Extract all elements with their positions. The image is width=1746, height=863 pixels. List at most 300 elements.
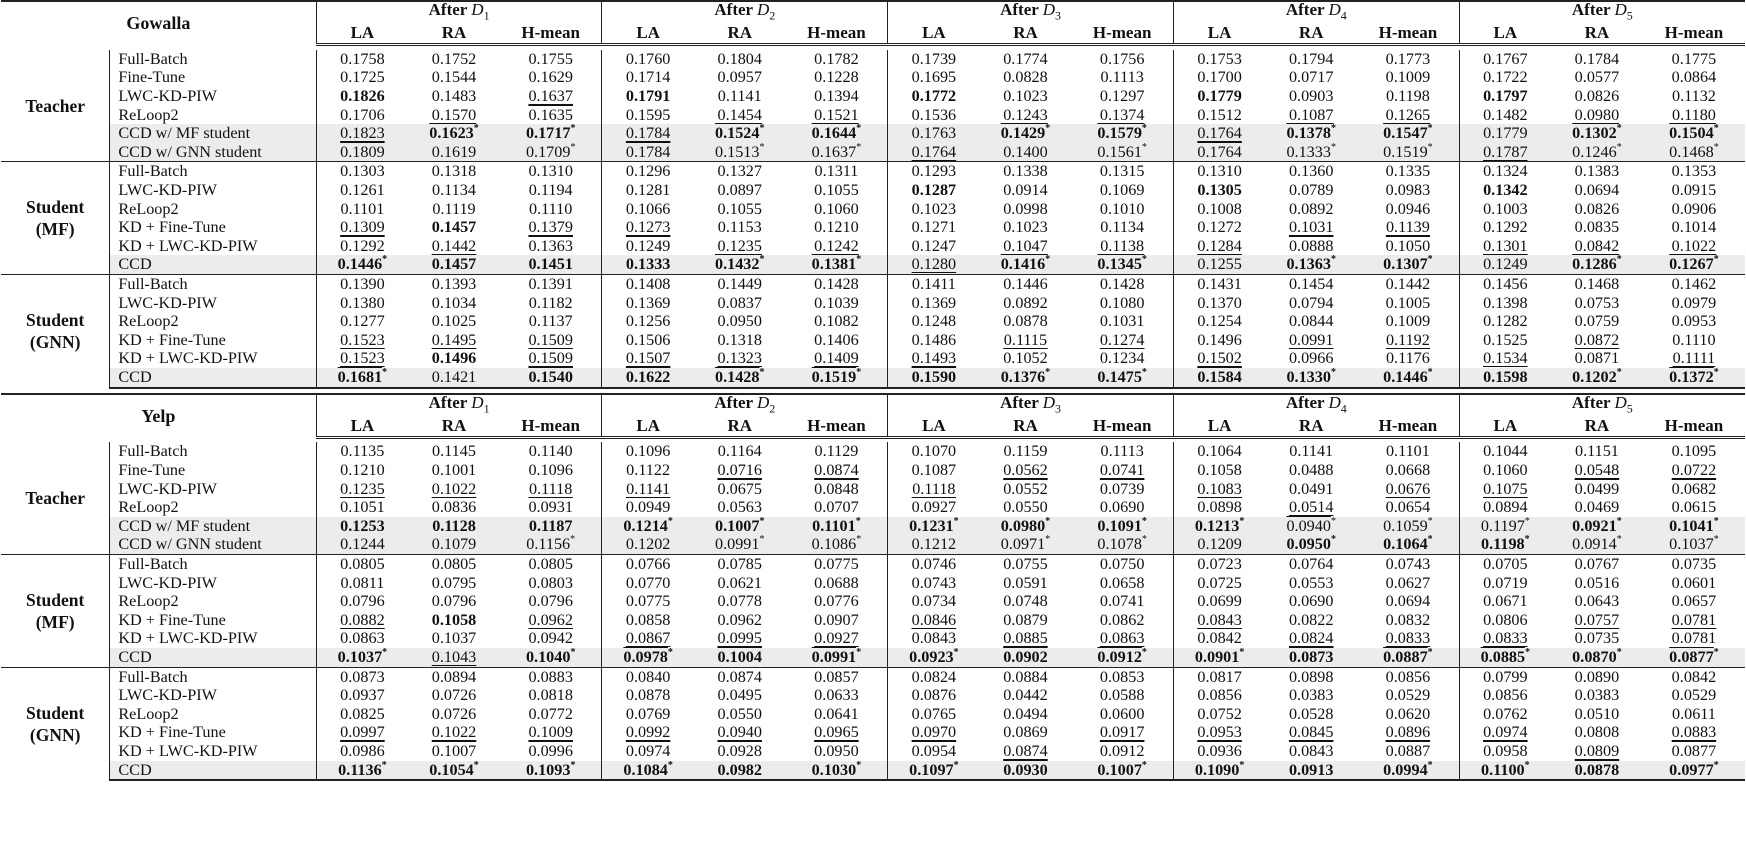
metric-cell (1357, 294, 1459, 313)
stage-prefix: After (714, 392, 753, 412)
metric-value: 0.0871 (1574, 349, 1620, 368)
metric-value: 0.1333 (625, 255, 671, 274)
metric-value: 0.1483 (431, 87, 477, 106)
stage-sub: 1 (483, 8, 490, 23)
metric-value: 0.0694 (1574, 181, 1620, 200)
metric-cell (980, 535, 1072, 554)
metric-value: 0.1400 (1003, 142, 1048, 161)
significance-star: * (1713, 759, 1719, 771)
metric-cell (316, 331, 408, 350)
metric-cell (1265, 143, 1357, 162)
table-row (1, 255, 1745, 274)
stage-var: D (1614, 0, 1627, 19)
metric-value: 0.1044 (1483, 442, 1528, 461)
metric-cell (694, 312, 786, 331)
metric-value: 0.0998 (1003, 199, 1048, 218)
metric-cell (1173, 68, 1265, 87)
stage-var: D (471, 392, 484, 412)
metric-cell (1459, 629, 1551, 648)
table-row (1, 181, 1745, 200)
metric-cell (1071, 87, 1173, 106)
metric-cell (1551, 162, 1643, 181)
significance-star: * (382, 254, 388, 266)
metric-value: 0.1524 (714, 124, 760, 143)
metric-value: 0.1009 (1385, 68, 1431, 87)
metric-value: 0.0743 (911, 573, 957, 592)
metric-value: 0.0510 (1574, 704, 1620, 723)
metric-cell (888, 498, 980, 517)
metric-value: 0.0894 (1483, 498, 1528, 517)
metric-cell (1357, 106, 1459, 125)
metric-header-h-mean: H-mean (1357, 23, 1459, 45)
method-name: KD + LWC-KD-PIW (118, 349, 258, 368)
significance-star: * (1713, 534, 1719, 546)
metric-value: 0.1725 (340, 68, 385, 87)
metric-cell (408, 349, 500, 368)
metric-value: 0.0856 (1197, 686, 1242, 705)
metric-cell (316, 629, 408, 648)
metric-value: 0.0491 (1288, 479, 1334, 498)
metric-value: 0.1228 (814, 68, 859, 87)
metric-value: 0.1136 (338, 760, 382, 779)
metric-cell (694, 648, 786, 667)
metric-value: 0.1140 (528, 442, 573, 461)
metric-cell (1459, 535, 1551, 554)
metric-value: 0.1456 (1483, 275, 1528, 294)
metric-value: 0.1272 (1197, 218, 1242, 237)
metric-cell (980, 461, 1072, 480)
significance-star: * (856, 759, 862, 771)
stage-prefix: After (428, 392, 468, 412)
metric-cell (602, 349, 694, 368)
significance-star: * (1524, 515, 1530, 527)
metric-cell (1459, 106, 1551, 125)
metric-cell (1459, 742, 1551, 761)
metric-cell (602, 237, 694, 256)
metric-value: 0.0949 (625, 498, 671, 517)
metric-value: 0.1041 (1669, 516, 1714, 535)
metric-cell (602, 106, 694, 125)
metric-cell (500, 517, 602, 536)
metric-header-h-mean: H-mean (1071, 416, 1173, 438)
metric-value: 0.0824 (1288, 629, 1334, 648)
metric-value: 0.0643 (1574, 592, 1620, 611)
metric-cell (500, 574, 602, 593)
metric-cell (694, 592, 786, 611)
metric-cell (980, 723, 1072, 742)
metric-cell (1071, 761, 1173, 781)
metric-cell (1643, 574, 1745, 593)
metric-cell (1459, 237, 1551, 256)
significance-star: * (1524, 759, 1530, 771)
metric-cell (1357, 705, 1459, 724)
metric-cell (500, 200, 602, 219)
metric-value: 0.0719 (1483, 573, 1528, 592)
metric-value: 0.0940 (717, 723, 762, 742)
metric-value: 0.1595 (625, 105, 671, 124)
metric-value: 0.0682 (1671, 479, 1717, 498)
metric-value: 0.0942 (528, 629, 573, 648)
metric-cell (408, 686, 500, 705)
metric-cell (1459, 349, 1551, 368)
metric-value: 0.0892 (1003, 293, 1048, 312)
metric-cell (888, 50, 980, 69)
metric-cell (1071, 498, 1173, 517)
metric-header-ra: RA (408, 23, 500, 45)
table-row (1, 555, 1745, 574)
metric-value: 0.0953 (1197, 723, 1242, 742)
metric-value: 0.0495 (717, 686, 762, 705)
metric-cell (1551, 50, 1643, 69)
metric-value: 0.1297 (1099, 87, 1145, 106)
metric-cell (408, 442, 500, 461)
metric-value: 0.0577 (1574, 68, 1620, 87)
metric-cell (408, 498, 500, 517)
metric-value: 0.1547 (1383, 124, 1428, 143)
metric-value: 0.1372 (1669, 367, 1714, 386)
metric-value: 0.1249 (625, 236, 671, 255)
metric-cell (1551, 723, 1643, 742)
group-label (1, 442, 110, 554)
metric-cell (408, 200, 500, 219)
stage-var: D (1042, 392, 1056, 412)
metric-value: 0.0778 (717, 592, 762, 611)
metric-cell (786, 255, 888, 274)
metric-cell (1551, 255, 1643, 274)
significance-star: * (1713, 647, 1719, 658)
metric-value: 0.1411 (911, 275, 956, 294)
metric-cell (602, 87, 694, 106)
metric-cell (602, 629, 694, 648)
metric-value: 0.0796 (528, 592, 573, 611)
metric-cell (1459, 705, 1551, 724)
metric-value: 0.1034 (431, 293, 477, 312)
metric-value: 0.1714 (625, 68, 671, 87)
metric-cell (1357, 143, 1459, 162)
metric-value: 0.0877 (1669, 648, 1714, 666)
metric-cell (408, 312, 500, 331)
metric-header-la: LA (1173, 23, 1265, 45)
metric-header-ra: RA (1551, 416, 1643, 438)
metric-cell (694, 480, 786, 499)
metric-cell (1357, 611, 1459, 630)
table-row (1, 705, 1745, 724)
metric-header-ra: RA (980, 416, 1072, 438)
metric-cell (980, 480, 1072, 499)
metric-cell (1643, 368, 1745, 388)
metric-cell (602, 686, 694, 705)
metric-value: 0.1753 (1197, 49, 1242, 68)
metric-cell (1357, 517, 1459, 536)
metric-value: 0.1118 (912, 479, 956, 498)
method-name: CCD (110, 255, 316, 274)
metric-cell (1459, 648, 1551, 667)
method-name: LWC-KD-PIW (118, 181, 217, 200)
metric-cell (1173, 255, 1265, 274)
metric-value: 0.1281 (625, 181, 671, 200)
significance-star: * (1713, 141, 1719, 153)
metric-value: 0.1763 (911, 124, 957, 143)
metric-value: 0.1087 (1288, 105, 1334, 124)
significance-star: * (1141, 759, 1147, 771)
significance-star: * (1427, 366, 1433, 378)
metric-value: 0.0671 (1483, 592, 1528, 611)
metric-value: 0.1622 (625, 367, 671, 386)
metric-cell (786, 761, 888, 781)
metric-cell (1071, 574, 1173, 593)
metric-cell (1643, 667, 1745, 686)
metric-value: 0.1775 (1671, 49, 1717, 68)
metric-cell (602, 275, 694, 294)
metric-cell (500, 368, 602, 388)
significance-star: * (1045, 515, 1051, 527)
metric-value: 0.1408 (625, 275, 671, 294)
metric-value: 0.0971 (1000, 535, 1046, 554)
metric-header-la: LA (602, 416, 694, 438)
metric-value: 0.0843 (1197, 610, 1242, 629)
metric-value: 0.1209 (1197, 535, 1242, 554)
metric-cell (1173, 611, 1265, 630)
metric-cell (500, 723, 602, 742)
method-name: LWC-KD-PIW (118, 573, 217, 592)
metric-cell (1643, 218, 1745, 237)
metric-cell (1265, 761, 1357, 781)
metric-value: 0.1249 (1483, 255, 1528, 274)
metric-cell (1265, 480, 1357, 499)
metric-value: 0.0931 (528, 498, 573, 517)
metric-cell (1173, 629, 1265, 648)
metric-cell (1643, 761, 1745, 781)
metric-cell (500, 124, 602, 143)
metric-value: 0.1623 (429, 124, 474, 143)
metric-value: 0.1192 (1385, 330, 1430, 349)
metric-value: 0.0516 (1574, 573, 1620, 592)
metric-cell (786, 480, 888, 499)
significance-star: * (1141, 254, 1147, 266)
significance-star: * (1713, 123, 1719, 135)
method-name: ReLoop2 (118, 199, 179, 218)
metric-value: 0.0992 (625, 723, 671, 742)
significance-star: * (570, 759, 576, 771)
metric-value: 0.1198 (1385, 87, 1430, 106)
metric-value: 0.1014 (1671, 218, 1717, 237)
metric-cell (1459, 574, 1551, 593)
metric-cell (602, 255, 694, 274)
metric-value: 0.1176 (1385, 349, 1430, 368)
metric-cell (1071, 648, 1173, 667)
metric-cell (786, 181, 888, 200)
metric-cell (1173, 87, 1265, 106)
metric-cell (1071, 68, 1173, 87)
metric-cell (1459, 275, 1551, 294)
metric-cell (1459, 124, 1551, 143)
stage-var: D (1328, 392, 1341, 412)
metric-value: 0.1309 (340, 218, 385, 237)
stage-header (1173, 1, 1459, 23)
stage-prefix: After (428, 0, 468, 19)
metric-value: 0.0785 (717, 555, 762, 574)
metric-header-ra: RA (1551, 23, 1643, 45)
metric-value: 0.0803 (528, 573, 573, 592)
metric-cell (786, 200, 888, 219)
metric-cell (1265, 667, 1357, 686)
metric-value: 0.0668 (1385, 461, 1431, 480)
metric-value: 0.0746 (911, 555, 957, 574)
group-label-main: Student (25, 702, 85, 723)
metric-cell (1357, 535, 1459, 554)
metric-value: 0.0995 (717, 629, 762, 648)
metric-value: 0.1254 (1197, 312, 1242, 331)
metric-value: 0.1141 (717, 87, 762, 106)
metric-cell (1071, 294, 1173, 313)
metric-cell (1643, 498, 1745, 517)
significance-star: * (1427, 141, 1433, 153)
metric-value: 0.1717 (525, 124, 571, 143)
metric-cell (1265, 592, 1357, 611)
metric-value: 0.0806 (1483, 610, 1528, 629)
metric-value: 0.1060 (814, 199, 859, 218)
metric-cell (888, 686, 980, 705)
metric-cell (1357, 218, 1459, 237)
metric-value: 0.0894 (431, 667, 477, 686)
metric-value: 0.0977 (1669, 760, 1714, 779)
metric-cell (1643, 742, 1745, 761)
metric-value: 0.1305 (1197, 181, 1242, 200)
table-row (1, 331, 1745, 350)
metric-value: 0.1246 (1572, 142, 1617, 161)
metric-cell (500, 555, 602, 574)
significance-star: * (1616, 366, 1622, 378)
metric-value: 0.1083 (1197, 479, 1242, 498)
metric-header-h-mean: H-mean (500, 416, 602, 438)
metric-value: 0.0699 (1197, 592, 1242, 611)
metric-value: 0.0641 (814, 704, 859, 723)
metric-value: 0.1468 (1574, 275, 1620, 294)
metric-cell (500, 648, 602, 667)
metric-value: 0.0707 (814, 498, 859, 517)
metric-cell (1643, 294, 1745, 313)
metric-cell (1265, 237, 1357, 256)
metric-value: 0.0864 (1671, 68, 1717, 87)
metric-value: 0.0723 (1197, 555, 1242, 574)
metric-value: 0.0775 (625, 592, 671, 611)
metric-cell (316, 667, 408, 686)
table-row (1, 200, 1745, 219)
metric-cell (694, 498, 786, 517)
group-label-sub: (MF) (35, 219, 75, 240)
metric-cell (316, 312, 408, 331)
metric-cell (694, 517, 786, 536)
metric-cell (408, 517, 500, 536)
metric-value: 0.0748 (1003, 592, 1048, 611)
metric-value: 0.1137 (528, 312, 573, 331)
metric-value: 0.0917 (1099, 723, 1145, 742)
metric-cell (1643, 611, 1745, 630)
metric-cell (1173, 275, 1265, 294)
metric-value: 0.1310 (528, 162, 573, 181)
metric-header-h-mean: H-mean (1643, 416, 1745, 438)
significance-star: * (1045, 254, 1051, 266)
metric-cell (1643, 124, 1745, 143)
metric-value: 0.1194 (528, 181, 573, 200)
metric-value: 0.0620 (1385, 704, 1431, 723)
stage-prefix: After (1285, 0, 1325, 19)
significance-star: * (473, 759, 479, 771)
metric-cell (408, 535, 500, 554)
metric-value: 0.0725 (1197, 573, 1242, 592)
metric-value: 0.1383 (1574, 162, 1620, 181)
metric-cell (1265, 535, 1357, 554)
metric-value: 0.0991 (1288, 330, 1334, 349)
metric-cell (316, 87, 408, 106)
metric-cell (1551, 349, 1643, 368)
metric-cell (1265, 574, 1357, 593)
metric-value: 0.0591 (1003, 573, 1048, 592)
metric-cell (500, 68, 602, 87)
metric-cell (694, 761, 786, 781)
metric-value: 0.1432 (714, 255, 760, 274)
metric-value: 0.0863 (340, 629, 385, 648)
metric-cell (1071, 629, 1173, 648)
metric-value: 0.1134 (432, 181, 476, 200)
metric-value: 0.0954 (911, 741, 957, 760)
metric-value: 0.1214 (623, 516, 668, 535)
metric-value: 0.0826 (1574, 199, 1620, 218)
method-name: LWC-KD-PIW (118, 686, 217, 705)
metric-cell (408, 50, 500, 69)
metric-cell (980, 331, 1072, 350)
metric-value: 0.1315 (1099, 162, 1145, 181)
significance-star: * (1141, 515, 1147, 527)
metric-cell (1265, 87, 1357, 106)
metric-value: 0.1428 (814, 275, 859, 294)
table-row (1, 275, 1745, 294)
metric-cell (888, 294, 980, 313)
metric-cell (786, 442, 888, 461)
metric-value: 0.1135 (340, 442, 385, 461)
metric-value: 0.1093 (525, 760, 571, 779)
metric-cell (980, 742, 1072, 761)
metric-cell (888, 275, 980, 294)
metric-cell (500, 761, 602, 781)
metric-value: 0.1446 (1003, 275, 1048, 294)
metric-value: 0.1629 (528, 68, 573, 87)
metric-cell (602, 181, 694, 200)
metric-cell (316, 275, 408, 294)
metric-cell (1265, 705, 1357, 724)
metric-value: 0.1454 (717, 105, 762, 124)
metric-value: 0.1353 (1671, 162, 1717, 181)
stage-header (602, 394, 888, 416)
metric-value: 0.1421 (431, 367, 477, 386)
metric-cell (602, 442, 694, 461)
metric-value: 0.0818 (528, 686, 573, 705)
metric-value: 0.0966 (1288, 349, 1334, 368)
metric-value: 0.0552 (1003, 479, 1048, 498)
stage-header (888, 1, 1174, 23)
metric-value: 0.0805 (528, 555, 573, 574)
metric-value: 0.0958 (1483, 741, 1528, 760)
table-row (1, 611, 1745, 630)
metric-cell (1265, 181, 1357, 200)
metric-value: 0.0781 (1671, 629, 1717, 648)
metric-cell (980, 275, 1072, 294)
metric-value: 0.1280 (911, 255, 957, 274)
metric-cell (316, 498, 408, 517)
metric-value: 0.0717 (1288, 68, 1334, 87)
metric-cell (694, 143, 786, 162)
metric-value: 0.1132 (1671, 87, 1716, 106)
